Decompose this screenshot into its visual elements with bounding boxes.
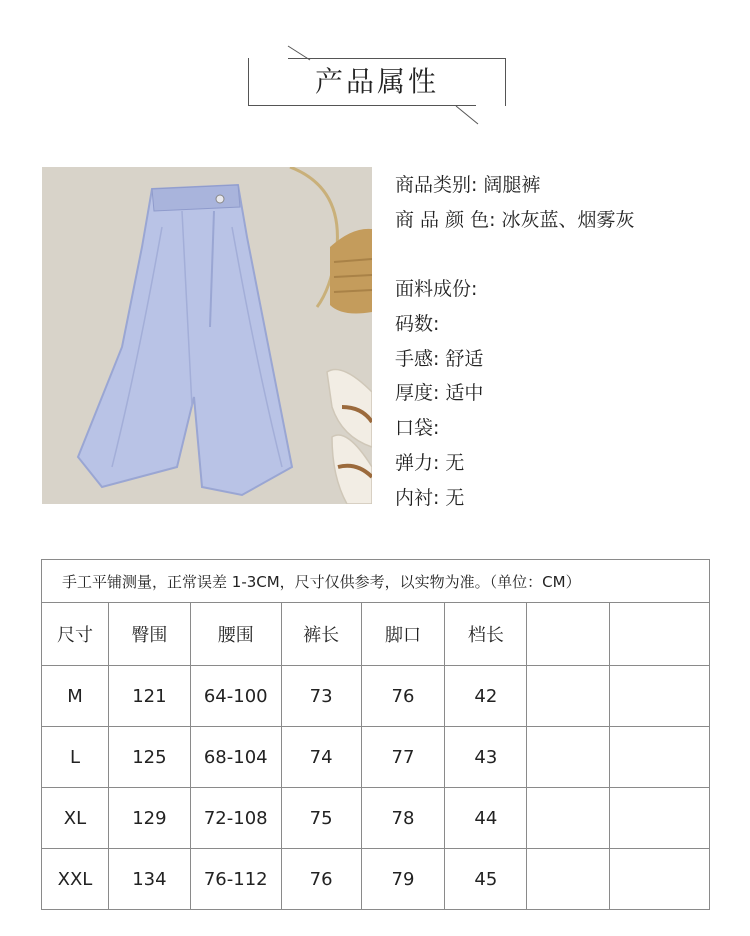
table-cell [610,727,710,788]
table-cell: 72-108 [190,788,281,849]
table-cell [527,666,610,727]
table-cell: 74 [281,727,361,788]
table-cell: 76-112 [190,849,281,910]
header-cell: 腰围 [190,603,281,666]
table-cell: 44 [445,788,527,849]
table-cell: 78 [361,788,445,849]
table-cell: M [42,666,109,727]
attr-fabric: 面料成份: [395,278,478,300]
table-cell [610,849,710,910]
table-header-row [42,603,710,666]
measurement-note: 手工平铺测量，正常误差 1-3CM，尺寸仅供参考，以实物为准。（单位：CM） [42,560,710,603]
table-cell: XL [42,788,109,849]
table-cell [610,666,710,727]
table-cell: XXL [42,849,109,910]
header-cell [610,603,710,666]
attr-size: 码数: [395,313,440,335]
header-cell: 尺寸 [42,603,109,666]
table-cell: 77 [361,727,445,788]
table-row [42,727,710,788]
table-cell: 75 [281,788,361,849]
table-cell [610,788,710,849]
table-cell: 43 [445,727,527,788]
header-cell: 档长 [445,603,527,666]
attr-lining: 内衬: 无 [395,487,465,509]
page-title: 产品属性 [314,65,439,98]
table-cell [527,727,610,788]
attr-elasticity: 弹力: 无 [395,452,465,474]
table-row [42,666,710,727]
table-cell: 129 [108,788,190,849]
header-cell: 脚口 [361,603,445,666]
header-cell: 臀围 [108,603,190,666]
table-cell: 45 [445,849,527,910]
attr-thickness: 厚度: 适中 [395,382,484,404]
table-cell: 134 [108,849,190,910]
attr-pocket: 口袋: [395,417,440,439]
wide-leg-pants-illustration [42,167,372,504]
table-cell [527,849,610,910]
header-cell: 裤长 [281,603,361,666]
table-row [42,788,710,849]
table-row [42,849,710,910]
header-cell [527,603,610,666]
table-cell: 42 [445,666,527,727]
table-cell: 125 [108,727,190,788]
attr-category: 商品类别: 阔腿裤 [395,174,541,196]
size-table [41,559,710,910]
attr-color: 商 品 颜 色: 冰灰蓝、烟雾灰 [395,209,635,231]
table-cell: 76 [361,666,445,727]
attr-feel: 手感: 舒适 [395,348,484,370]
product-photo [42,167,372,504]
title-decor-lines [270,40,500,130]
table-cell: 79 [361,849,445,910]
table-cell: 121 [108,666,190,727]
table-cell: 76 [281,849,361,910]
table-cell: 64-100 [190,666,281,727]
table-cell: L [42,727,109,788]
table-cell: 73 [281,666,361,727]
table-cell: 68-104 [190,727,281,788]
table-cell [527,788,610,849]
